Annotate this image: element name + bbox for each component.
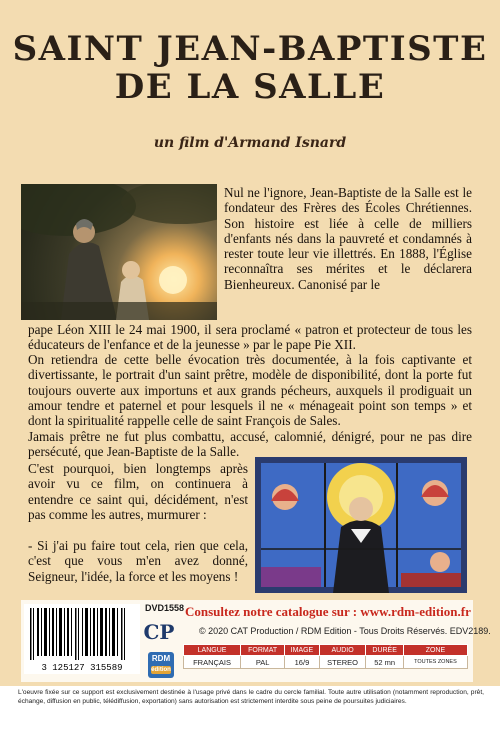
film-title	[0, 30, 500, 106]
specs-header-row	[184, 645, 468, 656]
title-line-1: SAINT JEAN-BAPTISTE	[12, 29, 488, 69]
spec-header-format: FORMAT	[241, 645, 285, 656]
rdm-logo-subtext: édition	[151, 667, 171, 673]
description-paragraph-3: On retiendra de cette belle évocation très documentée, à la fois captivante et divertissante, le portrait d'un saint prêtre, modèle de disponibilité, dont la porte fut toujours ouverte aux importuns et aux grands pécheurs, auxquels il prodiguait un amour tendre et paternel et pour lesquels il ne « ménageait point son temps » et dont la spiritualité rappelle celle de saint François de Sales.	[28, 352, 472, 429]
spec-value-zone: TOUTES ZONES	[403, 656, 467, 669]
copyright-notice: © 2020 CAT Production / RDM Edition - Tous Droits Réservés. EDV2189.	[199, 626, 491, 636]
description-paragraph-5: C'est pourquoi, bien longtemps après avoir vu ce film, on continuera à entendre ce saint qui, décidément, n'est pas comme les autres, murmurer :	[28, 461, 248, 522]
spec-value-duration: 52 mn	[366, 656, 403, 669]
description-paragraph-4: Jamais prêtre ne fut plus combattu, accusé, calomnié, dénigré, pour ne pas dire persécuté, que Jean-Baptiste de la Salle.	[28, 429, 472, 460]
spec-header-language: LANGUE	[184, 645, 241, 656]
rdm-logo-text: RDM	[151, 654, 171, 663]
spec-header-audio: AUDIO	[319, 645, 366, 656]
legal-notice: L'oeuvre fixée sur ce support est exclusivement destinée à l'usage privé dans le cadre du cercle familial. Toute autre utilisation (notamment reproduction, prêt, échange, diffusion en public, télédiffusion, exportation) sans autorisation est strictement interdite sous peine de poursuites judiciaires.	[18, 689, 484, 705]
description-paragraph-2: pape Léon XIII le 24 mai 1900, il sera proclamé « patron et protecteur de tous les éducateurs de l'enfance et de la jeunesse » par le pape Pie XII.	[28, 322, 472, 353]
spec-value-audio: STEREO	[319, 656, 366, 669]
director-credit: un film d'Armand Isnard	[153, 135, 347, 151]
technical-specs-table	[183, 644, 468, 669]
barcode-digits: 3 125127 315589	[41, 663, 123, 673]
description-paragraph-6: - Si j'ai pu faire tout cela, rien que cela, c'est que vous m'en avez donné, Seigneur, l'idée, la force et les moyens !	[28, 538, 248, 584]
spec-header-zone: ZONE	[403, 645, 467, 656]
spec-header-image: IMAGE	[285, 645, 320, 656]
spec-value-format: PAL	[241, 656, 285, 669]
stained-glass-photo	[255, 457, 467, 593]
dvd-code: DVD1558	[145, 603, 185, 613]
spec-header-duration: DURÉE	[366, 645, 403, 656]
spec-value-image: 16/9	[285, 656, 320, 669]
barcode	[24, 604, 140, 674]
cp-logo	[144, 618, 174, 644]
saint-with-child-photo	[21, 184, 217, 320]
spec-value-language: FRANÇAIS	[184, 656, 241, 669]
cp-logo-text: CP	[144, 620, 174, 644]
rdm-logo	[148, 652, 174, 678]
title-line-2: DE LA SALLE	[114, 67, 386, 107]
specs-value-row	[184, 656, 468, 669]
description-paragraph-1: Nul ne l'ignore, Jean-Baptiste de la Salle est le fondateur des Frères des Écoles Chrétiennes. Son histoire est liée à celle de milliers d'enfants nés dans la pauvreté et condamnés à rester toute leur vie illettrés. En 1888, l'Église reconnaîtra ses mérites et le déclarera Bienheureux. Canonisé par le	[224, 185, 472, 292]
catalog-link[interactable]: Consultez notre catalogue sur : www.rdm-edition.fr	[185, 604, 471, 619]
